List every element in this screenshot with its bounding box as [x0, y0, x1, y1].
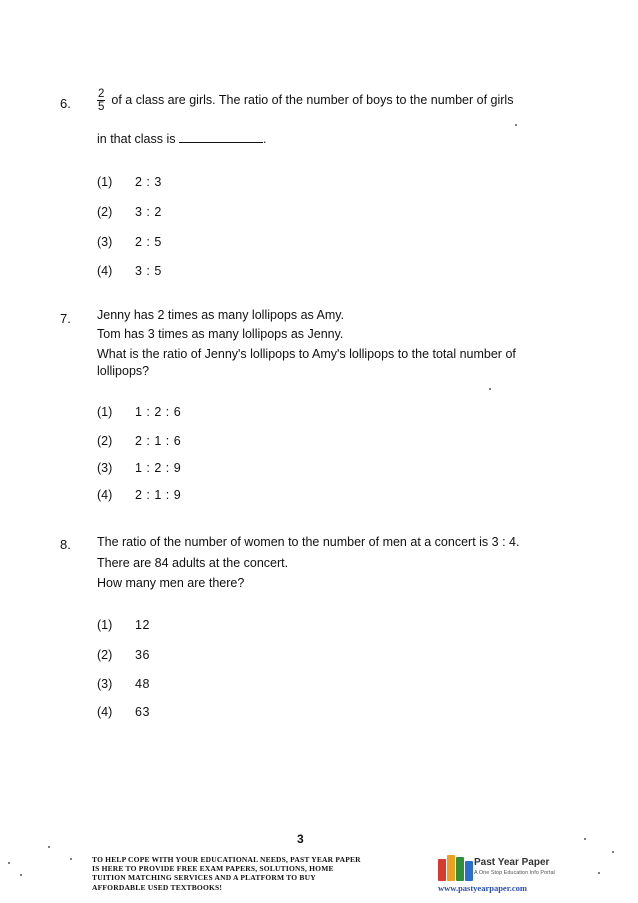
logo-subtitle: A One Stop Education Info Portal	[474, 870, 555, 876]
option-value: 2 : 5	[135, 235, 162, 249]
option-value: 12	[135, 618, 150, 632]
option	[97, 705, 150, 719]
scan-speck	[598, 872, 600, 874]
question-number: 8.	[60, 537, 71, 552]
option-label: (2)	[97, 648, 113, 662]
scan-speck	[48, 846, 50, 848]
question-number: 6.	[60, 96, 71, 111]
option-label: (3)	[97, 677, 113, 691]
option	[97, 461, 181, 475]
option	[97, 488, 181, 502]
option-value: 2 : 3	[135, 175, 162, 189]
question-line: of a class are girls. The ratio of the number of boys to the number of girls	[111, 92, 514, 107]
logo-url: www.pastyearpaper.com	[438, 883, 527, 893]
question-line: lollipops?	[97, 364, 150, 378]
question-line: in that class is	[97, 132, 176, 146]
scan-speck	[612, 851, 614, 853]
question-line: The ratio of the number of women to the number of men at a concert is 3 : 4.	[97, 535, 520, 549]
option-label: (1)	[97, 618, 113, 632]
scan-speck	[584, 838, 586, 840]
option-label: (2)	[97, 205, 113, 219]
past-year-paper-logo	[436, 853, 576, 893]
question-number: 7.	[60, 311, 71, 326]
scan-speck	[515, 124, 517, 126]
question-line-end: .	[263, 132, 267, 146]
option	[97, 264, 162, 278]
scan-speck	[20, 874, 22, 876]
option	[97, 434, 181, 448]
books-icon	[436, 853, 472, 881]
option-value: 1 : 2 : 9	[135, 461, 182, 475]
question-line: What is the ratio of Jenny's lollipops to Amy's lollipops to the total number of	[97, 347, 516, 361]
question-line: Tom has 3 times as many lollipops as Jenny.	[97, 327, 344, 341]
scan-speck	[489, 388, 491, 390]
footer-line: IS HERE TO PROVIDE FREE EXAM PAPERS, SOLUTIONS, HOME	[92, 864, 334, 874]
option-value: 2 : 1 : 6	[135, 434, 182, 448]
scan-speck	[70, 858, 72, 860]
question-line: There are 84 adults at the concert.	[97, 556, 289, 570]
answer-blank	[179, 131, 263, 143]
option	[97, 677, 150, 691]
question-text	[97, 88, 598, 113]
option-value: 2 : 1 : 9	[135, 488, 182, 502]
option-label: (4)	[97, 264, 113, 278]
option-value: 36	[135, 648, 150, 662]
option-value: 1 : 2 : 6	[135, 405, 182, 419]
option-value: 48	[135, 677, 150, 691]
option-label: (4)	[97, 705, 113, 719]
page-number: 3	[297, 832, 304, 846]
question-line: How many men are there?	[97, 576, 245, 590]
option-value: 63	[135, 705, 150, 719]
fraction-numerator: 2	[98, 88, 105, 100]
logo-title: Past Year Paper	[474, 857, 550, 868]
option-label: (3)	[97, 235, 113, 249]
scan-speck	[8, 862, 10, 864]
option-value: 3 : 5	[135, 264, 162, 278]
fraction	[97, 88, 105, 113]
option	[97, 205, 162, 219]
option-label: (1)	[97, 175, 113, 189]
footer-line: TO HELP COPE WITH YOUR EDUCATIONAL NEEDS, PAST YEAR PAPER	[92, 855, 361, 864]
option	[97, 235, 162, 249]
question-text-line2	[97, 131, 598, 148]
footer-text	[92, 855, 412, 892]
option	[97, 648, 150, 662]
footer-line: TUITION MATCHING SERVICES AND A PLATFORM TO BUY	[92, 873, 316, 883]
footer-line: AFFORDABLE USED TEXTBOOKS!	[92, 882, 223, 892]
option-value: 3 : 2	[135, 205, 162, 219]
option-label: (2)	[97, 434, 113, 448]
option-label: (4)	[97, 488, 113, 502]
question-line: Jenny has 2 times as many lollipops as Amy.	[97, 308, 345, 322]
option	[97, 405, 181, 419]
option-label: (3)	[97, 461, 113, 475]
option	[97, 175, 162, 189]
option	[97, 618, 150, 632]
fraction-denominator: 5	[98, 101, 105, 113]
option-label: (1)	[97, 405, 113, 419]
